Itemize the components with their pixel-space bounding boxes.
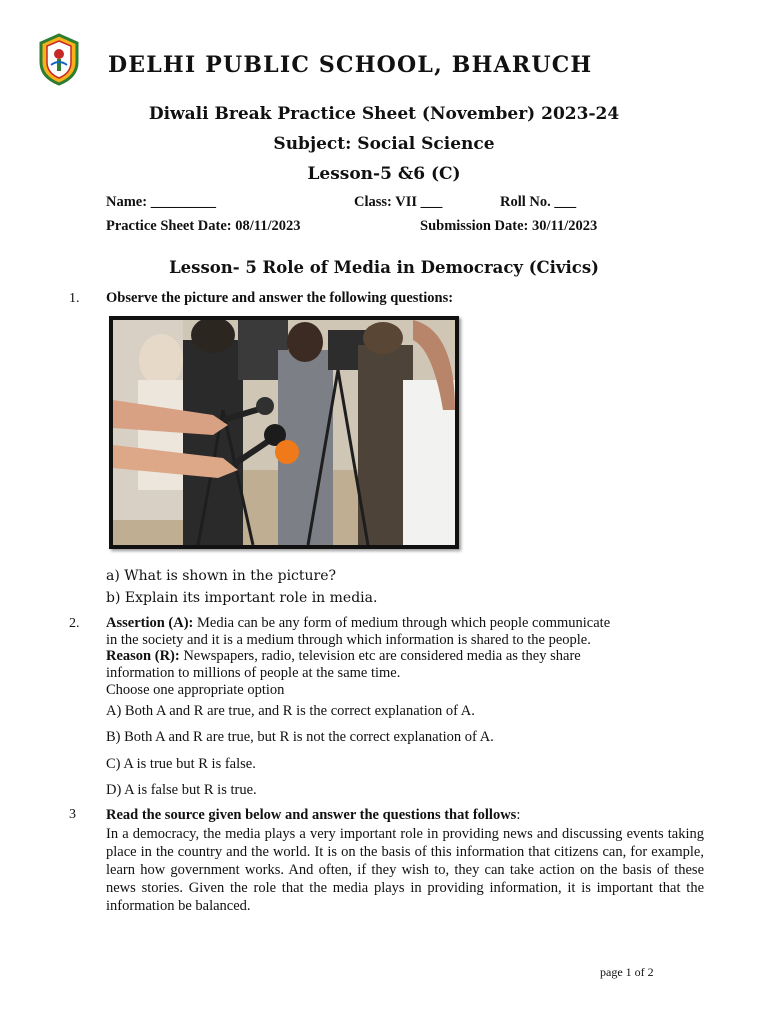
reason-label: Reason (R): <box>106 648 180 664</box>
assertion-line-2: in the society and it is a medium through which information is shared to the people. <box>106 631 591 648</box>
source-passage: In a democracy, the media plays a very important role in providing news and discussing events taking place in the country and the world. It is on the basis of this information that citizens can, for example, learn how government works. And often, if they wish to, they can take action on the basis of these news stories. Given the role that the media plays in providing information, it is important that the information be balanced. <box>106 826 704 914</box>
source-heading <box>106 807 520 824</box>
option-d: D) A is false but R is true. <box>106 782 257 798</box>
sub-question-a: a) What is shown in the picture? <box>106 568 337 584</box>
press-photo <box>109 316 459 549</box>
lesson-range: Lesson-5 &6 (C) <box>307 164 461 184</box>
class-field: Class: VII ___ <box>354 194 443 210</box>
practice-date: Practice Sheet Date: 08/11/2023 <box>106 218 301 234</box>
school-name: DELHI PUBLIC SCHOOL, BHARUCH <box>108 52 593 78</box>
subject-line: Subject: Social Science <box>273 134 495 154</box>
reason-line-2: information to millions of people at the same time. <box>106 664 401 681</box>
question-number: 1. <box>69 291 80 306</box>
lesson-heading: Lesson- 5 Role of Media in Democracy (Civics) <box>169 258 599 277</box>
option-c: C) A is true but R is false. <box>106 756 256 772</box>
option-a: A) Both A and R are true, and R is the correct explanation of A. <box>106 703 475 719</box>
submission-date: Submission Date: 30/11/2023 <box>420 218 598 234</box>
reason-line-1: Newspapers, radio, television etc are considered media as they share <box>179 648 581 664</box>
choose-instruction: Choose one appropriate option <box>106 682 285 698</box>
school-crest-icon <box>37 32 81 86</box>
option-b: B) Both A and R are true, but R is not the correct explanation of A. <box>106 729 494 745</box>
assertion-label: Assertion (A): <box>106 615 194 631</box>
question-number: 2. <box>69 616 80 631</box>
sheet-title: Diwali Break Practice Sheet (November) 2023-24 <box>148 104 620 124</box>
sub-question-b: b) Explain its important role in media. <box>106 590 378 606</box>
source-heading-colon: : <box>516 807 521 823</box>
assertion-line-1: Media can be any form of medium through which people communicate <box>193 615 611 631</box>
assertion-text <box>106 615 610 648</box>
question-number: 3 <box>69 807 76 822</box>
reason-text <box>106 648 581 681</box>
page-number: page 1 of 2 <box>600 965 654 979</box>
name-field: Name: _________ <box>106 194 216 210</box>
question-text: Observe the picture and answer the following questions: <box>106 290 454 306</box>
source-heading-text: Read the source given below and answer the questions that follows <box>106 807 517 823</box>
roll-field: Roll No. ___ <box>500 194 577 210</box>
